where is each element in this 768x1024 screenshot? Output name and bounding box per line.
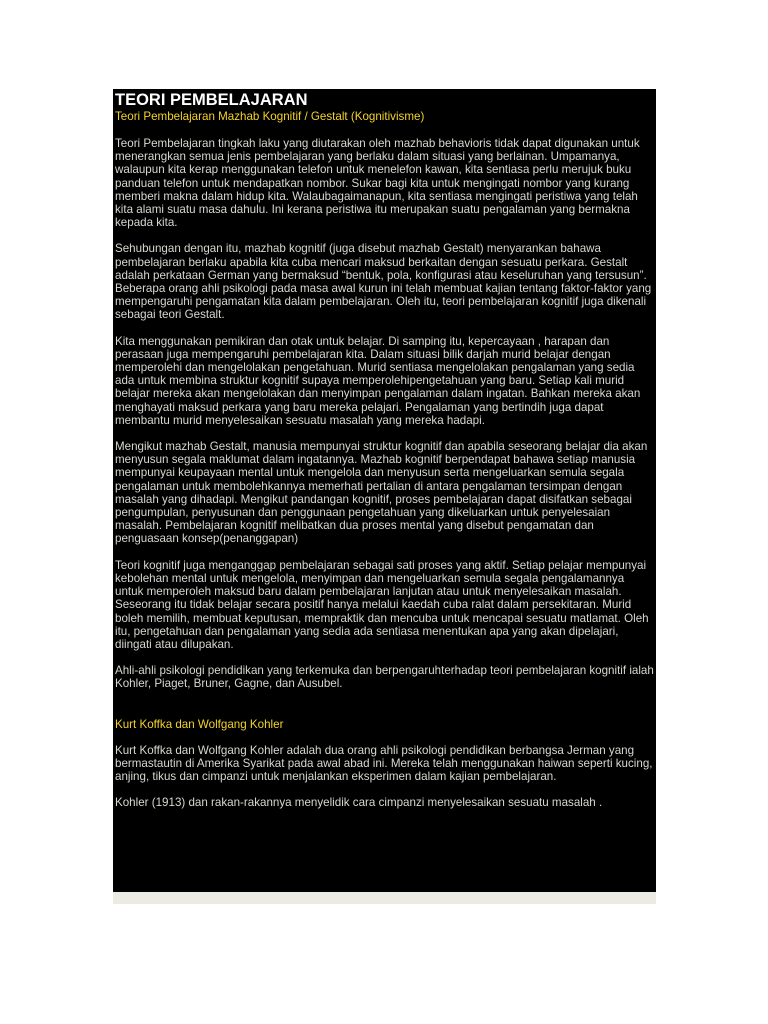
paragraph: Teori kognitif juga menganggap pembelajaran sebagai sati proses yang aktif. Setiap pelajar mempunyai kebolehan mental untuk mengelola, menyimpan dan mengeluarkan semula segala pengalamannya untuk memperoleh maksud baru dalam pembelajaran lanjutan atau untuk menyelesaikan masalah. Seseorang itu tidak belajar secara positif hanya melalui kaedah cuba ralat dalam persekitaran. Murid boleh memilih, membuat keputusan, mempraktik dan mencuba untuk mencapai sesuatu matlamat. Oleh itu, pengetahuan dan pengalaman yang sedia ada sentiasa menentukan apa yang akan dipelajari, diingati atau dilupakan. — [115, 558, 649, 651]
document-page — [113, 89, 656, 904]
paragraph: Kohler (1913) dan rakan-rakannya menyelidik cara cimpanzi menyelesaikan sesuatu masalah . — [115, 796, 603, 810]
paragraph: Mengikut mazhab Gestalt, manusia mempunyai struktur kognitif dan apabila seseorang belajar dia akan menyusun segala maklumat dalam ingatannya. Mazhab kognitif berpendapat bahawa setiap manusia mempunyai keupayaan mental untuk mengelola dan menyusun serta mengeluarkan semula segala pengalaman untuk membolehkannya memerhati pertalian di antara pengalaman tersimpan dengan masalah yang dihadapi. Mengikut pandangan kognitif, proses pembelajaran dapat disifatkan sebagai pengumpulan, penyusunan dan penggunaan pengetahuan yang dikeluarkan untuk penyelesaian masalah. Pembelajaran kognitif melibatkan dua proses mental yang disebut pengamatan dan penguasaan konsep(penanggapan) — [115, 440, 648, 546]
document-subtitle: Teori Pembelajaran Mazhab Kognitif / Gestalt (Kognitivisme) — [115, 110, 425, 123]
document-content-panel — [113, 89, 656, 892]
paragraph: Ahli-ahli psikologi pendidikan yang terkemuka dan berpengaruhterhadap teori pembelajaran kognitif ialah Kohler, Piaget, Bruner, Gagne, dan Ausubel. — [115, 664, 654, 691]
section-heading: Kurt Koffka dan Wolfgang Kohler — [115, 717, 284, 731]
paragraph: Kurt Koffka dan Wolfgang Kohler adalah dua orang ahli psikologi pendidikan berbangsa Jerman yang bermastautin di Amerika Syarikat pada awal abad ini. Mereka telah menggunakan haiwan seperti kucing, anjing, tikus dan cimpanzi untuk menjalankan eksperimen dalam kajian pembelajaran. — [115, 743, 653, 784]
document-title: TEORI PEMBELAJARAN — [115, 91, 308, 109]
document-body — [113, 89, 656, 810]
paragraph: Kita menggunakan pemikiran dan otak untuk belajar. Di samping itu, kepercayaan , harapan dan perasaan juga mempengaruhi pembelajaran kita. Dalam situasi bilik darjah murid belajar dengan memperolehi dan mengelolakan pengetahuan. Murid sentiasa mengelolakan pengalaman yang sedia ada untuk membina struktur kognitif supaya memperolehipengetahuan yang baru. Setiap kali murid belajar mereka akan mengelolakan dan menyimpan pengalaman dalam ingatan. Bahkan mereka akan menghayati maksud perkara yang baru mereka pelajari. Pengalaman yang bertindih juga dapat membantu murid menyelesaikan sesuatu masalah yang mereka hadapi. — [115, 334, 641, 427]
paragraph: Sehubungan dengan itu, mazhab kognitif (juga disebut mazhab Gestalt) menyarankan bahawa pembelajaran berlaku apabila kita cuba mencari maksud berkaitan dengan sesuatu perkara. Gestalt adalah perkataan German yang bermaksud “bentuk, pola, konfigurasi atau keseluruhan yang tersusun”. Beberapa orang ahli psikologi pada masa awal kurun ini telah membuat kajian tentang faktor-faktor yang mempengaruhi pengamatan kita dalam pembelajaran. Oleh itu, teori pembelajaran kognitif juga dikenali sebagai teori Gestalt. — [115, 242, 652, 322]
paragraph: Teori Pembelajaran tingkah laku yang diutarakan oleh mazhab behavioris tidak dapat digunakan untuk menerangkan semua jenis pembelajaran yang berlaku dalam situasi yang berlainan. Umpamanya, walaupun kita kerap menggunakan telefon untuk menelefon kawan, kita sentiasa perlu merujuk buku panduan telefon untuk mendapatkan nombor. Sukar bagi kita untuk mengingati nombor yang kurang memberi makna dalam hidup kita. Walaubagaimanapun, kita sentiasa mengingati peristiwa yang telah kita alami suatu masa dahulu. Ini kerana peristiwa itu merupakan suatu pengalaman yang bermakna kepada kita. — [115, 137, 640, 230]
